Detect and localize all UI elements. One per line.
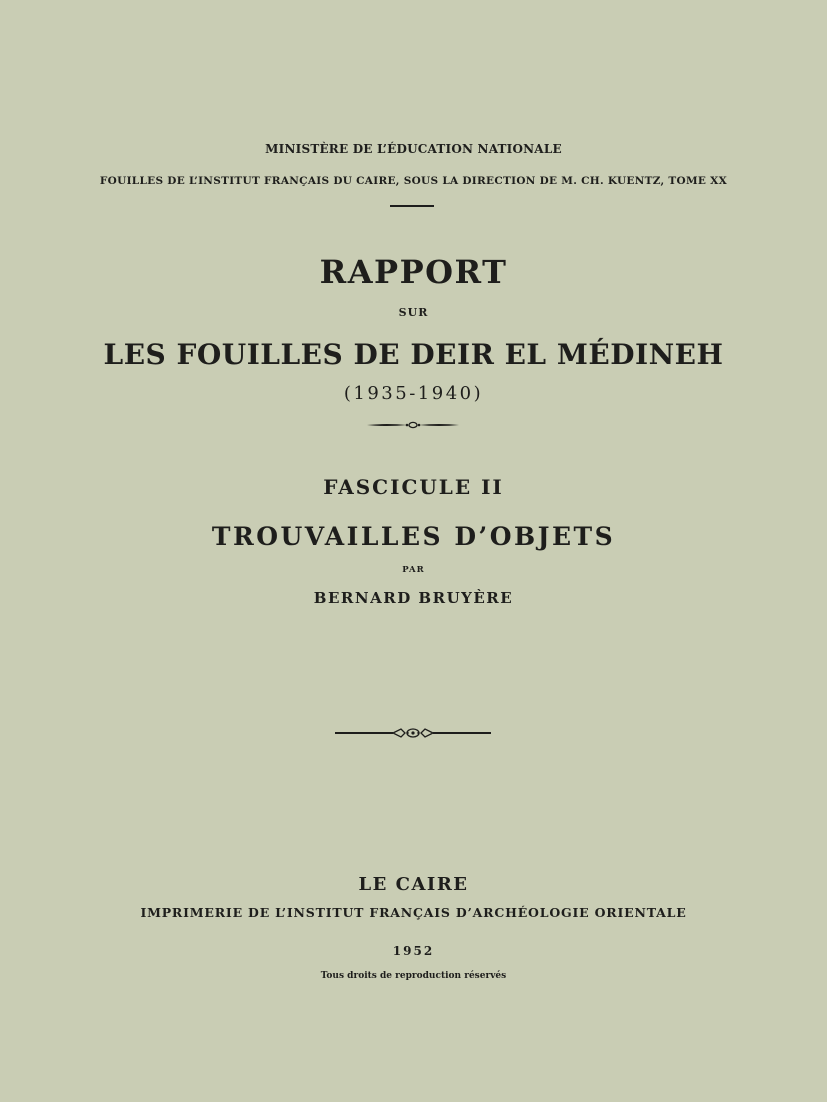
publication-year: 1952 — [392, 944, 435, 958]
rights-notice: Tous droits de reproduction réservés — [320, 971, 507, 981]
ministry-line: MINISTÈRE DE L’ÉDUCATION NATIONALE — [265, 142, 562, 156]
ornament-rule-small-icon — [367, 419, 459, 431]
title-dates: (1935-1940) — [343, 383, 484, 404]
title-subject: LES FOUILLES DE DEIR EL MÉDINEH — [103, 338, 724, 371]
title-connector: SUR — [398, 306, 429, 319]
printer-name: IMPRIMERIE DE L’INSTITUT FRANÇAIS D’ARCHÉOLOGIE ORIENTALE — [140, 905, 687, 920]
series-line: FOUILLES DE L’INSTITUT FRANÇAIS DU CAIRE, SOUS LA DIRECTION DE M. CH. KUENTZ, TOME XX — [99, 175, 728, 187]
fascicule-number: FASCICULE II — [323, 475, 504, 499]
by-label: PAR — [402, 565, 425, 575]
main-title: RAPPORT — [319, 253, 508, 291]
publication-city: LE CAIRE — [358, 874, 469, 895]
ornament-rule-large-icon — [335, 725, 491, 741]
volume-subtitle: TROUVAILLES D’OBJETS — [211, 522, 616, 551]
author-name: BERNARD BRUYÈRE — [313, 589, 514, 607]
divider-rule — [390, 205, 434, 207]
